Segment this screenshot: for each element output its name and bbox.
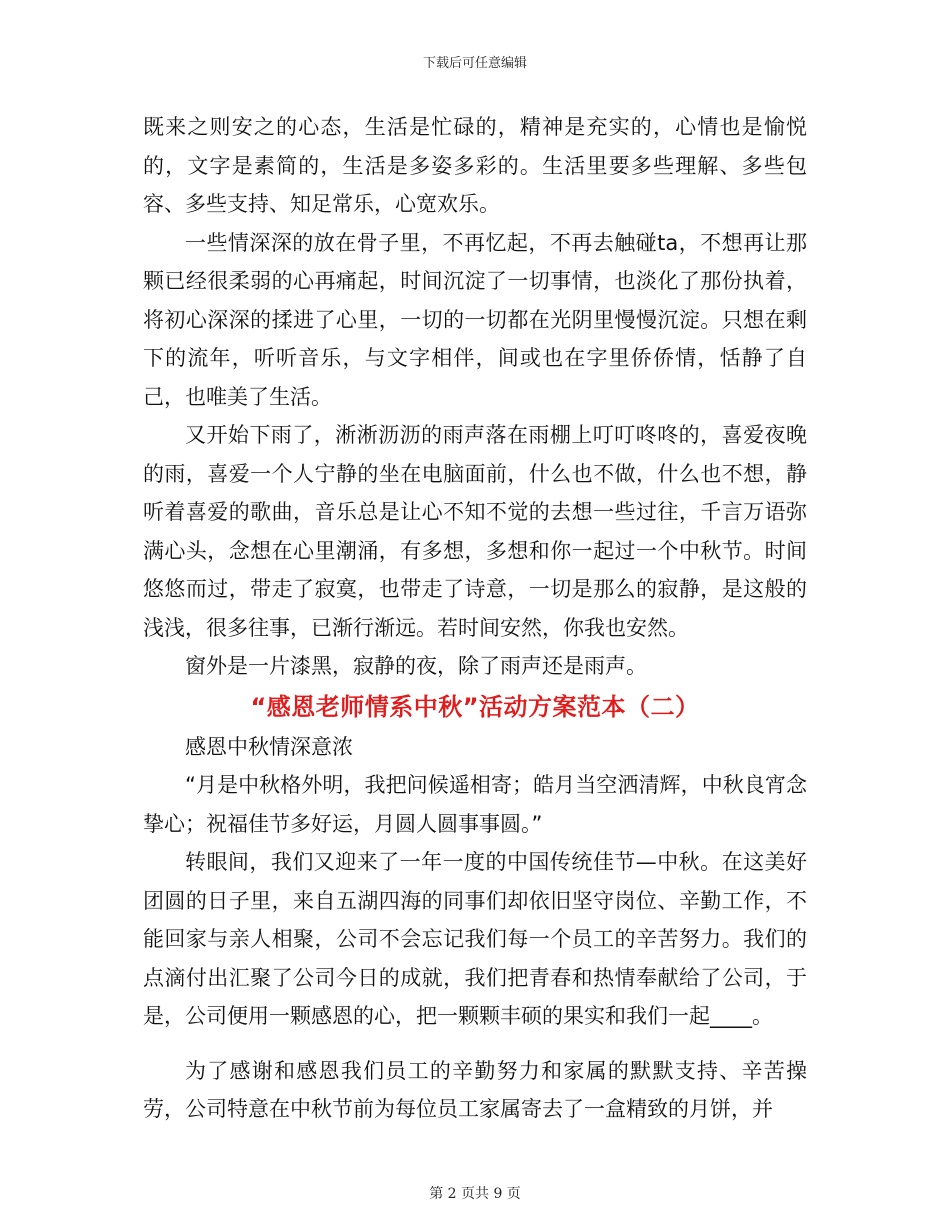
page-footer: 第 2 页共 9 页: [429, 1186, 521, 1202]
paragraph-8: 为了感谢和感恩我们员工的辛勤努力和家属的默默支持、辛苦操劳，公司特意在中秋节前为每位员工家属寄去了一盒精致的月饼，并: [143, 1058, 807, 1121]
paragraph-6: “月是中秋格外明，我把问候遥相寄；皓月当空洒清辉，中秋良宵念挚心；祝福佳节多好运，月圆人圆事事圆。”: [143, 773, 807, 836]
paragraph-3: 又开始下雨了，淅淅沥沥的雨声落在雨棚上叮叮咚咚的，喜爱夜晚的雨，喜爱一个人宁静的坐在电脑面前，什么也不做，什么也不想，静听着喜爱的歌曲，音乐总是让心不知不觉的去想一些过往，千言万语弥满心头，念想在心里潮涌，有多想，多想和你一起过一个中秋节。时间悠悠而过，带走了寂寞，也带走了诗意，一切是那么的寂静，是这般的浅浅，很多往事，已渐行渐远。若时间安然，你我也安然。: [143, 423, 807, 640]
paragraph-1: 既来之则安之的心态，生活是忙碌的，精神是充实的，心情也是愉悦的，文字是素简的，生活是多姿多彩的。生活里要多些理解、多些包容、多些支持、知足常乐，心宽欢乐。: [143, 115, 807, 216]
paragraph-2: 一些情深深的放在骨子里，不再忆起，不再去触碰ta，不想再让那颗已经很柔弱的心再痛起，时间沉淀了一切事情，也淡化了那份执着，将初心深深的揉进了心里，一切的一切都在光阴里慢慢沉淀。只想在剩下的流年，听听音乐，与文字相伴，间或也在字里侨侨情，恬静了自己，也唯美了生活。: [143, 230, 807, 409]
section-heading: “感恩老师情系中秋”活动方案范本（二）: [250, 692, 700, 721]
paragraph-7: 转眼间，我们又迎来了一年一度的中国传统佳节—中秋。在这美好团圆的日子里，来自五湖四海的同事们却依旧坚守岗位、辛勤工作，不能回家与亲人相聚，公司不会忘记我们每一个员工的辛苦努力。我们的点滴付出汇聚了公司今日的成就，我们把青春和热情奉献给了公司，于是，公司便用一颗感恩的心，把一颗颗丰硕的果实和我们一起____。: [143, 850, 807, 1028]
paragraph-5: 感恩中秋情深意浓: [185, 734, 353, 759]
paragraph-4: 窗外是一片漆黑，寂静的夜，除了雨声还是雨声。: [185, 654, 647, 678]
paragraph-gap: [143, 1036, 807, 1052]
document-body: [143, 108, 807, 1129]
page-header: 下载后可任意编辑: [422, 56, 527, 71]
